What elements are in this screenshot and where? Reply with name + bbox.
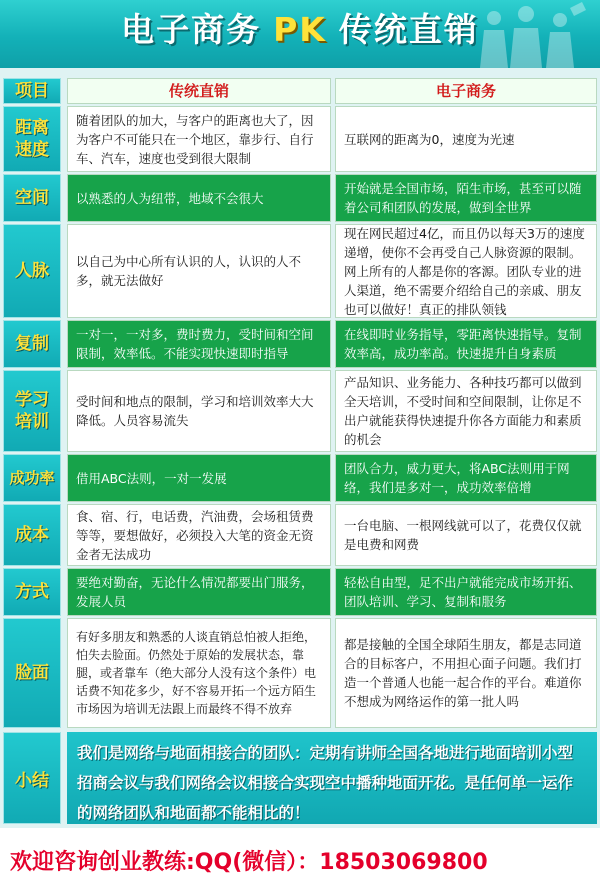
traditional-cell: 食、宿、行，电话费，汽油费，会场租赁费等等，要想做好，必须投入大笔的资金无资金者无法成功 xyxy=(67,504,331,566)
summary-row xyxy=(3,732,597,824)
title-right: 传统直销 xyxy=(338,10,479,49)
traditional-cell: 以熟悉的人为纽带，地域不会很大 xyxy=(67,174,331,222)
contact-footer: 欢迎咨询创业教练:QQ(微信）：18503069800 xyxy=(0,828,600,893)
ecommerce-cell: 一台电脑、一根网线就可以了，花费仅仅就是电费和网费 xyxy=(335,504,597,566)
ecommerce-cell: 轻松自由型，足不出户就能完成市场开拓、团队培训、学习、复制和服务 xyxy=(335,568,597,616)
row-label: 成本 xyxy=(3,504,61,566)
comparison-table xyxy=(0,68,600,828)
summary-text: 我们是网络与地面相接合的团队：定期有讲师全国各地进行地面培训小型招商会议与我们网络会议相接合实现空中播种地面开花。是任何单一运作的网络团队和地面都不能相比的！ xyxy=(67,732,597,824)
table-row xyxy=(3,504,597,566)
table-row xyxy=(3,618,597,728)
summary-label: 小结 xyxy=(3,732,61,824)
traditional-cell: 要绝对勤奋，无论什么情况都要出门服务，发展人员 xyxy=(67,568,331,616)
row-label: 学习 培训 xyxy=(3,370,61,452)
table-row xyxy=(3,370,597,452)
title-left: 电子商务 xyxy=(121,10,262,49)
ecommerce-cell: 在线即时业务指导，零距离快速指导。复制效率高，成功率高。快速提升自身素质 xyxy=(335,320,597,368)
ecommerce-cell: 开始就是全国市场，陌生市场，甚至可以随着公司和团队的发展，做到全世界 xyxy=(335,174,597,222)
row-label: 成功率 xyxy=(3,454,61,502)
table-row xyxy=(3,224,597,318)
table-header-row xyxy=(3,78,597,104)
ecommerce-cell: 产品知识、业务能力、各种技巧都可以做到全天培训，不受时间和空间限制，让你足不出户就能获得快速提升你各方面能力和素质的机会 xyxy=(335,370,597,452)
traditional-cell: 以自己为中心所有认识的人，认识的人不多，就无法做好 xyxy=(67,224,331,318)
row-label: 方式 xyxy=(3,568,61,616)
row-label: 空间 xyxy=(3,174,61,222)
table-row xyxy=(3,454,597,502)
row-label: 复制 xyxy=(3,320,61,368)
table-row xyxy=(3,568,597,616)
people-silhouette-icon xyxy=(464,0,594,68)
table-row xyxy=(3,174,597,222)
table-row xyxy=(3,106,597,172)
ecommerce-cell: 现在网民超过4亿，而且仍以每天3万的速度递增，使你不会再受自己人脉资源的限制。网上所有的人都是你的客源。团队专业的进人渠道，绝不需要介绍给自己的亲戚、朋友也可以做好！真正的排队领钱 xyxy=(335,224,597,318)
row-label: 脸面 xyxy=(3,618,61,728)
ecommerce-cell: 互联网的距离为0，速度为光速 xyxy=(335,106,597,172)
column-header-ecommerce: 电子商务 xyxy=(335,78,597,104)
column-header-item: 项目 xyxy=(3,78,61,104)
traditional-cell: 一对一，一对多，费时费力，受时间和空间限制，效率低。不能实现快速即时指导 xyxy=(67,320,331,368)
traditional-cell: 有好多朋友和熟悉的人谈直销总怕被人拒绝，怕失去脸面。仍然处于原始的发展状态，靠腿，或者靠车（绝大部分人没有这个条件）电话费不知花多少，好不容易开拓一个远方陌生市场因为培训无法跟上而最终不得不放弃 xyxy=(67,618,331,728)
header-banner xyxy=(0,0,600,68)
traditional-cell: 受时间和地点的限制，学习和培训效率大大降低。人员容易流失 xyxy=(67,370,331,452)
title-pk: PK xyxy=(273,10,327,49)
traditional-cell: 随着团队的加大，与客户的距离也大了，因为客户不可能只在一个地区，靠步行、自行车、汽车，速度也受到很大限制 xyxy=(67,106,331,172)
column-header-traditional: 传统直销 xyxy=(67,78,331,104)
ecommerce-cell: 都是接触的全国全球陌生朋友，都是志同道合的目标客户，不用担心面子问题。我们打造一个普通人也能一起合作的平台。难道你不想成为网络运作的第一批人吗 xyxy=(335,618,597,728)
ecommerce-cell: 团队合力，威力更大，将ABC法则用于网络，我们是多对一，成功效率倍增 xyxy=(335,454,597,502)
row-label: 距离 速度 xyxy=(3,106,61,172)
row-label: 人脉 xyxy=(3,224,61,318)
table-row xyxy=(3,320,597,368)
traditional-cell: 借用ABC法则，一对一发展 xyxy=(67,454,331,502)
